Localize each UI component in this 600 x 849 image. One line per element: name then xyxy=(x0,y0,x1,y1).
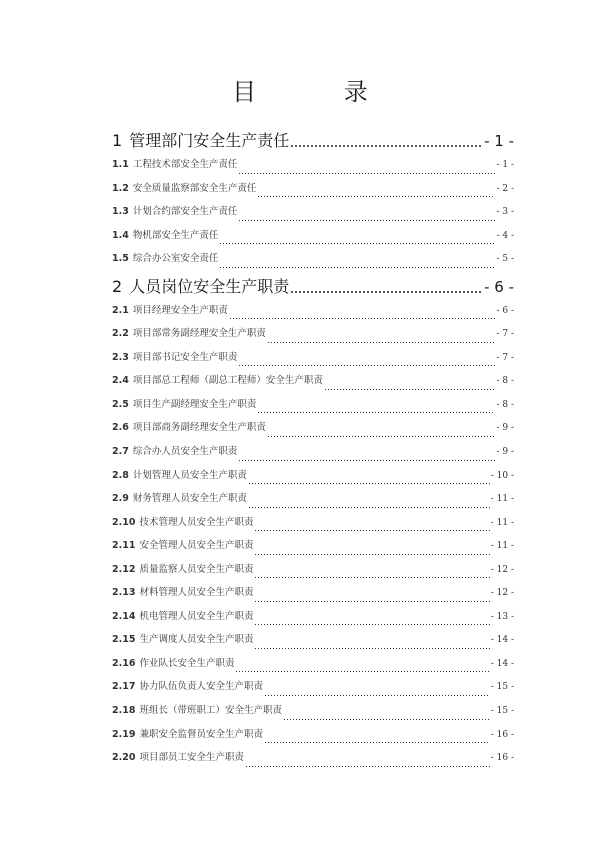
toc-page-number: - 11 - xyxy=(490,494,514,505)
toc-number: 2.14 xyxy=(112,610,136,622)
toc-entry[interactable] xyxy=(112,514,514,538)
toc-title: 项目经理安全生产职责 xyxy=(132,304,228,316)
toc-title: 班组长（带班职工）安全生产职责 xyxy=(139,705,282,717)
toc-heading[interactable] xyxy=(112,274,514,300)
toc-title: 人员岗位安全生产职责 xyxy=(129,276,290,296)
toc-page-number: - 15 - xyxy=(490,682,514,693)
toc-page-number: - 12 - xyxy=(490,564,514,575)
toc-entry[interactable] xyxy=(112,419,514,443)
toc-entry[interactable] xyxy=(112,561,514,585)
toc-entry[interactable] xyxy=(112,749,514,773)
toc-title: 技术管理人员安全生产职责 xyxy=(139,516,254,528)
toc-number: 2.16 xyxy=(112,657,136,669)
toc-number: 2.3 xyxy=(112,351,129,363)
toc-page-number: - 9 - xyxy=(496,423,514,434)
toc-page-number: - 10 - xyxy=(490,470,514,481)
toc-entry[interactable] xyxy=(112,302,514,326)
toc-title: 管理部门安全生产责任 xyxy=(129,131,290,150)
toc-leader-dots xyxy=(238,220,495,221)
toc-title: 综合办公室安全责任 xyxy=(132,253,219,265)
toc-leader-dots xyxy=(229,318,496,319)
toc-leader-dots xyxy=(254,577,489,578)
toc-title: 安全质量监察部安全生产责任 xyxy=(132,182,257,194)
toc-page-number: - 3 - xyxy=(496,207,514,218)
toc-number: 1.2 xyxy=(112,182,129,194)
toc-number: 2.7 xyxy=(112,446,129,458)
toc-entry[interactable] xyxy=(112,372,514,396)
toc-title: 协力队伍负责人安全生产职责 xyxy=(139,681,263,693)
toc-title: 项目部员工安全生产职责 xyxy=(139,752,244,764)
toc-page-number: - 14 - xyxy=(490,658,514,669)
toc-leader-dots xyxy=(267,342,496,343)
toc-title: 机电管理人员安全生产职责 xyxy=(139,610,254,622)
toc-entry[interactable] xyxy=(112,203,514,227)
toc-title: 项目部书记安全生产职责 xyxy=(132,351,238,363)
toc-number: 2.12 xyxy=(112,563,136,575)
toc-leader-dots xyxy=(219,243,495,244)
toc-leader-dots xyxy=(283,719,490,720)
toc-number: 1.3 xyxy=(112,206,129,218)
toc-entry[interactable] xyxy=(112,702,514,726)
toc-page-number: - 14 - xyxy=(490,635,514,646)
toc-page-number: - 11 - xyxy=(490,517,514,528)
toc-number: 2.15 xyxy=(112,634,136,646)
toc-entry[interactable] xyxy=(112,655,514,679)
toc-number: 1.4 xyxy=(112,229,129,241)
toc-leader-dots xyxy=(254,530,489,531)
toc-leader-dots xyxy=(264,695,490,696)
toc-leader-dots xyxy=(219,267,495,268)
toc-page-number: - 5 - xyxy=(496,254,514,265)
toc-page-number: - 16 - xyxy=(490,753,514,764)
toc-page-number: - 16 - xyxy=(490,729,514,740)
toc-heading[interactable] xyxy=(112,128,514,154)
toc-title: 安全管理人员安全生产职责 xyxy=(139,540,254,552)
toc-page-number: - 9 - xyxy=(496,447,514,458)
toc-number: 2.5 xyxy=(112,398,129,410)
toc-page-number: - 8 - xyxy=(496,399,514,410)
toc-number: 2.13 xyxy=(112,587,136,599)
toc-page-number: - 12 - xyxy=(490,588,514,599)
toc-leader-dots xyxy=(257,196,495,197)
table-of-contents xyxy=(112,128,514,773)
toc-number: 2 xyxy=(112,276,123,296)
toc-number: 2.9 xyxy=(112,493,129,505)
toc-page-number: - 7 - xyxy=(496,329,514,340)
toc-page-number: - 8 - xyxy=(496,376,514,387)
toc-page-number: - 7 - xyxy=(496,352,514,363)
toc-title: 计划管理人员安全生产职责 xyxy=(132,469,247,481)
toc-leader-dots xyxy=(248,483,490,484)
toc-number: 2.20 xyxy=(112,752,136,764)
toc-leader-dots xyxy=(264,742,490,743)
toc-entry[interactable] xyxy=(112,443,514,467)
toc-number: 1.1 xyxy=(112,159,129,170)
toc-number: 2.2 xyxy=(112,328,129,340)
toc-page-number: - 6 - xyxy=(496,305,514,316)
toc-title: 兼职安全监督员安全生产职责 xyxy=(139,728,263,740)
toc-entry[interactable] xyxy=(112,726,514,750)
toc-title: 项目部总工程师（副总工程师）安全生产职责 xyxy=(132,375,323,387)
toc-leader-dots xyxy=(238,365,495,366)
toc-number: 2.11 xyxy=(112,540,136,552)
toc-number: 2.1 xyxy=(112,304,129,316)
toc-number: 2.19 xyxy=(112,728,136,740)
toc-leader-dots xyxy=(238,460,495,461)
toc-number: 1.5 xyxy=(112,253,129,265)
toc-number: 1 xyxy=(112,131,123,150)
toc-entry[interactable] xyxy=(112,349,514,373)
toc-page-number: - 4 - xyxy=(496,230,514,241)
toc-entry[interactable] xyxy=(112,227,514,251)
toc-page-number: - 1 - xyxy=(496,160,514,170)
toc-title: 计划合约部安全生产责任 xyxy=(132,206,238,218)
toc-leader-dots xyxy=(257,412,495,413)
toc-title: 综合办人员安全生产职责 xyxy=(132,446,238,458)
toc-leader-dots xyxy=(254,648,489,649)
toc-entry[interactable] xyxy=(112,156,514,180)
toc-title: 财务管理人员安全生产职责 xyxy=(132,493,247,505)
toc-number: 2.4 xyxy=(112,375,129,387)
toc-title: 工程技术部安全生产责任 xyxy=(132,159,238,170)
toc-entry[interactable] xyxy=(112,325,514,349)
toc-number: 2.6 xyxy=(112,422,129,434)
toc-page-number: - 13 - xyxy=(490,611,514,622)
toc-entry[interactable] xyxy=(112,467,514,491)
toc-leader-dots xyxy=(290,145,483,147)
toc-title: 生产调度人员安全生产职责 xyxy=(139,634,254,646)
toc-page-number: - 1 - xyxy=(484,132,514,150)
toc-page-number: - 15 - xyxy=(490,706,514,717)
toc-entry[interactable] xyxy=(112,631,514,655)
toc-entry[interactable] xyxy=(112,490,514,514)
toc-entry[interactable] xyxy=(112,537,514,561)
toc-leader-dots xyxy=(324,389,496,390)
toc-title: 作业队长安全生产职责 xyxy=(139,657,235,669)
toc-title: 质量监察人员安全生产职责 xyxy=(139,563,254,575)
toc-number: 2.17 xyxy=(112,681,136,693)
toc-leader-dots xyxy=(267,436,496,437)
toc-title: 项目生产副经理安全生产职责 xyxy=(132,398,257,410)
toc-title: 项目部常务副经理安全生产职责 xyxy=(132,328,266,340)
toc-entry[interactable] xyxy=(112,678,514,702)
toc-number: 2.8 xyxy=(112,469,129,481)
toc-number: 2.18 xyxy=(112,705,136,717)
toc-leader-dots xyxy=(245,766,490,767)
toc-entry[interactable] xyxy=(112,396,514,420)
toc-entry[interactable] xyxy=(112,584,514,608)
toc-entry[interactable] xyxy=(112,608,514,632)
toc-page-number: - 11 - xyxy=(490,541,514,552)
toc-leader-dots xyxy=(238,173,495,174)
toc-title: 材料管理人员安全生产职责 xyxy=(139,587,254,599)
toc-leader-dots xyxy=(235,671,489,672)
toc-leader-dots xyxy=(248,507,490,508)
toc-leader-dots xyxy=(254,601,489,602)
toc-title: 物机部安全生产责任 xyxy=(132,229,219,241)
toc-leader-dots xyxy=(254,624,489,625)
toc-entry[interactable] xyxy=(112,250,514,274)
toc-leader-dots xyxy=(254,554,489,555)
toc-page-number: - 2 - xyxy=(496,183,514,194)
toc-title: 项目部商务副经理安全生产职责 xyxy=(132,422,266,434)
toc-leader-dots xyxy=(290,291,483,293)
toc-number: 2.10 xyxy=(112,516,136,528)
toc-entry[interactable] xyxy=(112,180,514,204)
page-title: 目 录 xyxy=(232,78,408,106)
toc-page-number: - 6 - xyxy=(484,277,514,296)
